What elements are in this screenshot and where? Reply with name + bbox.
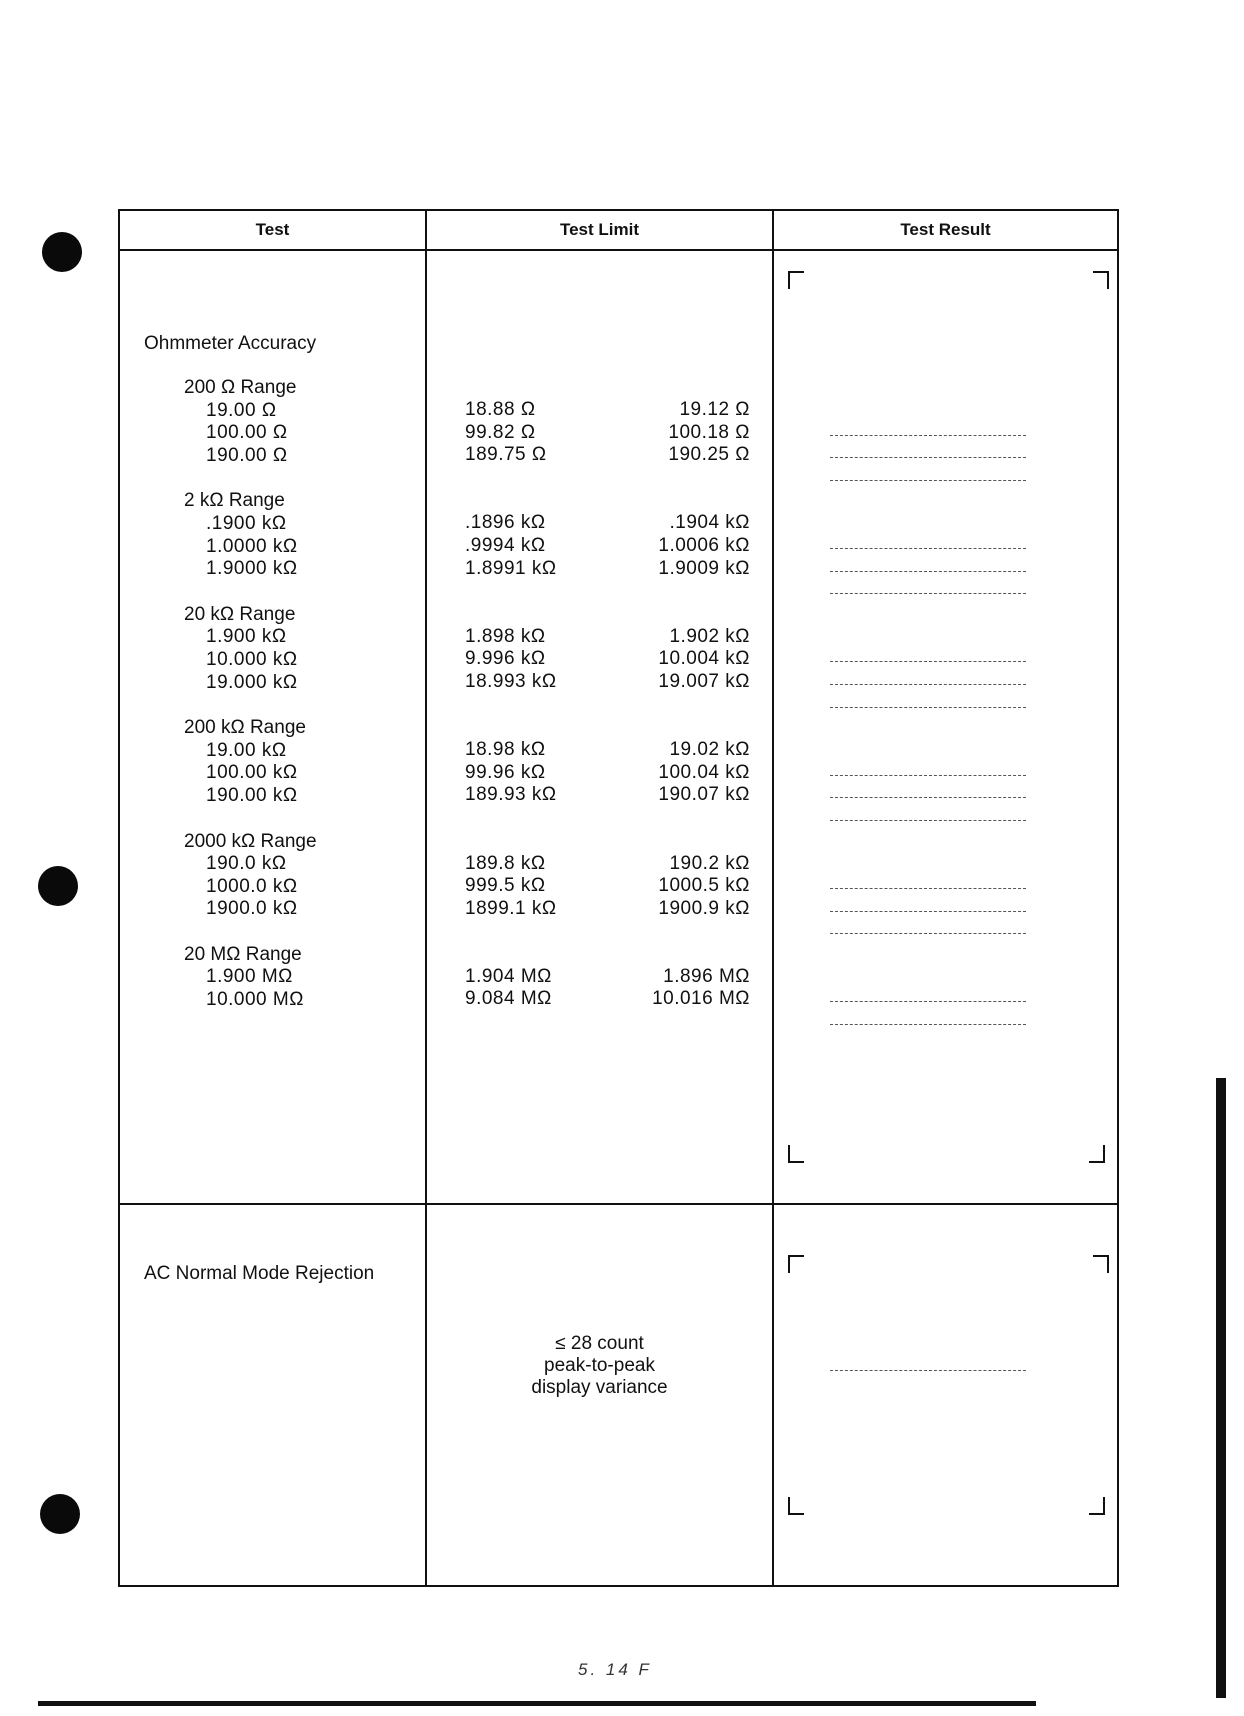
limit-low: 99.96 kΩ (465, 761, 546, 783)
binder-hole (40, 1494, 80, 1534)
limit-high: 19.007 kΩ (658, 670, 750, 692)
limit-low: 999.5 kΩ (465, 875, 546, 897)
result-entry-line[interactable] (830, 572, 1026, 595)
test-point: 190.00 Ω (206, 444, 288, 466)
bottom-rule (38, 1701, 1036, 1706)
crop-mark (788, 1145, 804, 1163)
limit-high: 100.04 kΩ (658, 761, 750, 783)
ac-limit-cell (426, 1204, 773, 1586)
limit-group (465, 399, 750, 467)
test-point: 100.00 Ω (206, 422, 288, 444)
binder-hole (42, 232, 82, 272)
range-label: 20 kΩ Range (184, 603, 296, 625)
limit-high: 190.25 Ω (668, 444, 750, 466)
limit-row (465, 739, 750, 762)
crop-mark (1093, 271, 1109, 289)
limit-low: 99.82 Ω (465, 421, 536, 443)
range-group (184, 717, 317, 807)
range-label: 2 kΩ Range (184, 490, 285, 512)
range-label: 20 MΩ Range (184, 943, 302, 965)
limit-high: 100.18 Ω (668, 421, 750, 443)
binder-hole (38, 866, 78, 906)
limit-row (465, 444, 750, 467)
limit-row (465, 648, 750, 671)
limit-high: 1000.5 kΩ (658, 875, 750, 897)
test-point: 1.900 MΩ (206, 966, 293, 988)
result-group (830, 413, 1026, 481)
limit-high: 10.004 kΩ (658, 648, 750, 670)
ac-limit-variance: display variance (531, 1377, 668, 1398)
ohmmeter-row (119, 250, 1118, 1204)
limit-row (465, 558, 750, 581)
limit-low: 1899.1 kΩ (465, 897, 557, 919)
result-entry-line[interactable] (830, 640, 1026, 663)
result-entry-line[interactable] (830, 753, 1026, 776)
limit-high: 1.0006 kΩ (658, 534, 750, 556)
limit-high: 1900.9 kΩ (658, 897, 750, 919)
ac-limit-text (427, 1333, 772, 1399)
test-point: 1.9000 kΩ (206, 558, 298, 580)
result-entry-line[interactable] (830, 798, 1026, 821)
limit-low: 1.898 kΩ (465, 625, 546, 647)
result-entry-line[interactable] (830, 867, 1026, 890)
result-entry-line[interactable] (830, 980, 1026, 1003)
limit-row (465, 988, 750, 1011)
limit-row (465, 512, 750, 535)
header-test: Test (119, 210, 426, 250)
test-point: 1900.0 kΩ (206, 898, 298, 920)
limit-high: 190.2 kΩ (669, 852, 750, 874)
range-group (184, 490, 317, 580)
test-point: 1.0000 kΩ (206, 535, 298, 557)
result-entry-lines (830, 413, 1026, 1071)
result-group (830, 980, 1026, 1025)
limit-group (465, 853, 750, 921)
limit-row (465, 422, 750, 445)
test-point: 100.00 kΩ (206, 762, 298, 784)
limit-low: 189.75 Ω (465, 444, 547, 466)
range-label: 2000 kΩ Range (184, 830, 317, 852)
test-point: 19.000 kΩ (206, 671, 298, 693)
result-entry-line[interactable] (830, 662, 1026, 685)
crop-mark (788, 1255, 804, 1273)
result-entry-line[interactable] (830, 413, 1026, 436)
limit-low: 18.993 kΩ (465, 670, 557, 692)
limit-row (465, 875, 750, 898)
result-entry-line[interactable] (830, 1002, 1026, 1025)
range-group (184, 944, 317, 1012)
test-point: 10.000 MΩ (206, 989, 304, 1011)
limit-high: 190.07 kΩ (658, 784, 750, 806)
ohmmeter-accuracy-title: Ohmmeter Accuracy (144, 333, 317, 354)
crop-mark (788, 1497, 804, 1515)
limit-group (465, 966, 750, 1011)
test-point: 19.00 kΩ (206, 739, 287, 761)
ohmmeter-limit-cell (426, 250, 773, 1204)
range-group (184, 377, 317, 467)
limit-low: 18.88 Ω (465, 399, 536, 420)
result-group (830, 640, 1026, 708)
limit-low: 189.93 kΩ (465, 784, 557, 806)
limit-row (465, 853, 750, 876)
ac-rejection-row (119, 1204, 1118, 1586)
limit-row (465, 626, 750, 649)
range-group (184, 604, 317, 694)
result-entry-line[interactable] (830, 458, 1026, 481)
limit-low: 1.8991 kΩ (465, 557, 557, 579)
result-entry-line[interactable] (830, 526, 1026, 549)
header-test-result: Test Result (773, 210, 1118, 250)
limit-row (465, 966, 750, 989)
result-entry-line[interactable] (830, 436, 1026, 459)
crop-mark (1093, 1255, 1109, 1273)
limit-high: 1.9009 kΩ (658, 557, 750, 579)
range-label: 200 Ω Range (184, 377, 297, 398)
ac-normal-mode-title: AC Normal Mode Rejection (144, 1263, 375, 1284)
test-point: 190.0 kΩ (206, 853, 287, 875)
result-group (830, 867, 1026, 935)
result-group (830, 526, 1026, 594)
limit-low: 1.904 MΩ (465, 965, 552, 987)
limit-high: 1.902 kΩ (669, 625, 750, 647)
ac-limit-count: ≤ 28 count (555, 1333, 644, 1354)
limit-group (465, 512, 750, 580)
result-entry-line[interactable] (830, 685, 1026, 708)
range-label: 200 kΩ Range (184, 717, 306, 739)
limit-low: 18.98 kΩ (465, 739, 546, 761)
limit-group (465, 739, 750, 807)
crop-mark (1089, 1145, 1105, 1163)
header-test-limit: Test Limit (426, 210, 773, 250)
ohmmeter-result-cell (773, 250, 1118, 1204)
limit-high: .1904 kΩ (669, 512, 750, 534)
test-point: 19.00 Ω (206, 399, 277, 421)
ac-limit-peak: peak-to-peak (544, 1355, 655, 1376)
ac-result-cell (773, 1204, 1118, 1586)
limit-row (465, 762, 750, 785)
test-point: 190.00 kΩ (206, 784, 298, 806)
limit-high: 19.02 kΩ (669, 739, 750, 761)
limit-low: .9994 kΩ (465, 534, 546, 556)
test-point: 1000.0 kΩ (206, 875, 298, 897)
ac-test-cell (119, 1204, 426, 1586)
result-entry-line[interactable] (830, 889, 1026, 912)
result-group (830, 753, 1026, 821)
limit-row (465, 784, 750, 807)
limit-row (465, 535, 750, 558)
limit-row (465, 898, 750, 921)
crop-mark (1089, 1497, 1105, 1515)
limit-low: 9.084 MΩ (465, 988, 552, 1010)
limit-high: 10.016 MΩ (652, 988, 750, 1010)
range-list (184, 377, 317, 1035)
header-row (119, 210, 1118, 250)
limit-row (465, 671, 750, 694)
limit-low: 9.996 kΩ (465, 648, 546, 670)
page-number: 5. 14 F (578, 1660, 652, 1679)
result-entry-line[interactable] (830, 912, 1026, 935)
test-point: 1.900 kΩ (206, 626, 287, 648)
result-entry-line[interactable] (830, 776, 1026, 799)
test-record-table (118, 209, 1119, 1587)
limit-high: 1.896 MΩ (663, 965, 750, 987)
ohmmeter-test-cell (119, 250, 426, 1204)
result-entry-line[interactable] (830, 549, 1026, 572)
side-rule (1216, 1078, 1226, 1698)
limit-row (465, 399, 750, 422)
limit-high: 19.12 Ω (679, 399, 750, 420)
limit-list (465, 399, 750, 1057)
limit-low: .1896 kΩ (465, 512, 546, 534)
limit-low: 189.8 kΩ (465, 852, 546, 874)
test-point: .1900 kΩ (206, 512, 287, 534)
test-point: 10.000 kΩ (206, 648, 298, 670)
range-group (184, 831, 317, 921)
result-entry-line[interactable] (830, 1369, 1026, 1371)
crop-mark (788, 271, 804, 289)
limit-group (465, 626, 750, 694)
